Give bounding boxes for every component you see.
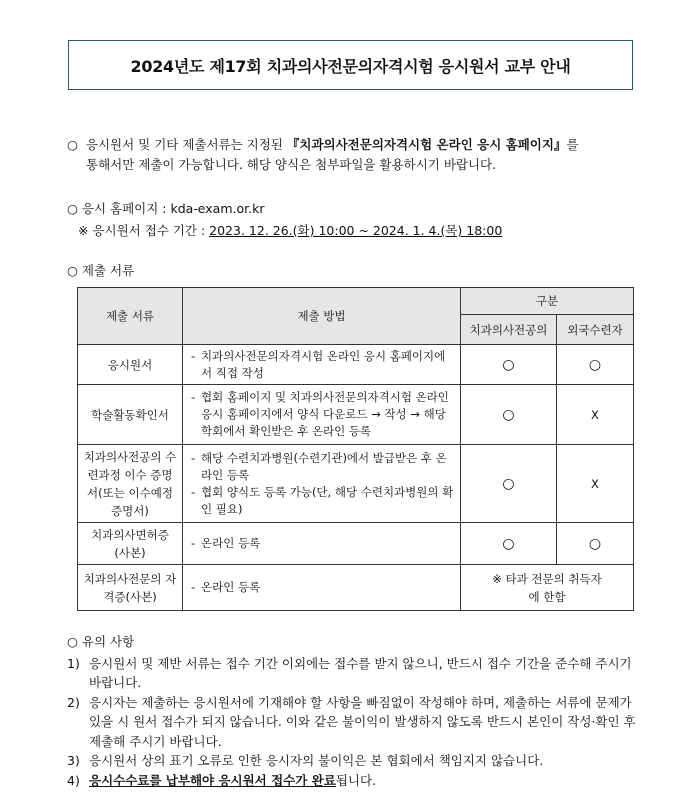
method-cell: - 온라인 등록 [183, 523, 461, 565]
intro-line1-a: 응시원서 및 기타 제출서류는 지정된 [85, 137, 287, 152]
method-cell: - 해당 수련치과병원(수련기관)에서 발급받은 후 온라인 등록 - 협회 양식도 등록 가능(단, 해당 수련치과병원의 확인 필요) [183, 445, 461, 523]
table-row [78, 523, 634, 565]
note-item: 2) 응시자는 제출하는 응시원서에 기재해야 할 사항을 빠짐없이 작성해야 하며, 제출하는 서류에 문제가 있을 시 원서 접수가 되지 않습니다. 이와 같은 불이익이 발생하지 않도록 반드시 본인이 작성·확인 후 제출해 주시기 바랍니다. [67, 694, 636, 749]
status-col1: ○ [461, 385, 557, 445]
header-doc: 제출 서류 [78, 288, 183, 345]
table-row [78, 345, 634, 385]
header-col2: 외국수련자 [557, 315, 634, 345]
header-col1: 치과의사전공의 [461, 315, 557, 345]
doc-cell: 학술활동확인서 [78, 385, 183, 445]
merged-note-cell: ※ 타과 전문의 취득자에 한함 [461, 565, 634, 611]
doc-cell: 치과의사전문의 자격증(사본) [78, 565, 183, 611]
header-method: 제출 방법 [183, 288, 461, 345]
status-col1: ○ [461, 523, 557, 565]
table-row [78, 385, 634, 445]
note-item: 3) 응시원서 상의 표기 오류로 인한 응시자의 불이익은 본 협회에서 책임지지 않습니다. [67, 753, 544, 768]
header-group: 구분 [461, 288, 634, 315]
note-item: 4) 응시수수료를 납부해야 응시원서 접수가 완료됩니다. [67, 772, 377, 788]
intro-line2: 통해서만 제출이 가능합니다. 해당 양식은 첨부파일을 활용하시기 바랍니다. [86, 157, 497, 172]
doc-cell: 응시원서 [78, 345, 183, 385]
page-title: 2024년도 제17회 치과의사전문의자격시험 응시원서 교부 안내 [68, 40, 633, 90]
status-col1: ○ [461, 345, 557, 385]
doc-cell: 치과의사면허증 (사본) [78, 523, 183, 565]
homepage-block [67, 198, 502, 242]
status-col2: X [557, 385, 634, 445]
status-col1: ○ [461, 445, 557, 523]
status-col2: ○ [557, 345, 634, 385]
submission-table [77, 287, 634, 611]
period-value: 2023. 12. 26.(화) 10:00 ~ 2024. 1. 4.(목) 18:00 [209, 223, 503, 238]
table-row [78, 565, 634, 611]
note-item: 1) 응시원서 및 제반 서류는 접수 기간 이외에는 접수를 받지 않으니, 반드시 접수 기간을 준수해 주시기 바랍니다. [67, 655, 632, 690]
method-cell: - 온라인 등록 [183, 565, 461, 611]
intro-paragraph [67, 135, 637, 175]
status-col2: ○ [557, 523, 634, 565]
table-row [78, 445, 634, 523]
status-col2: X [557, 445, 634, 523]
intro-bullet: ○ [67, 137, 78, 152]
section-title-submission: ○ 제출 서류 [67, 263, 135, 278]
period-label: ※ 응시원서 접수 기간 : [78, 223, 210, 238]
notes-title: ○ 유의 사항 [67, 634, 135, 649]
homepage-label: ○ 응시 홈페이지 : kda-exam.or.kr [67, 201, 265, 216]
doc-cell: 치과의사전공의 수련과정 이수 증명서(또는 이수예정증명서) [78, 445, 183, 523]
method-cell: - 치과의사전문의자격시험 온라인 응시 홈페이지에서 직접 작성 [183, 345, 461, 385]
intro-line1-b: 를 [566, 137, 579, 152]
notes-section [67, 632, 637, 790]
method-cell: - 협회 홈페이지 및 치과의사전문의자격시험 온라인 응시 홈페이지에서 양식 다운로드 → 작성 → 해당 학회에서 확인받은 후 온라인 등록 [183, 385, 461, 445]
intro-line1-bold: 『치과의사전문의자격시험 온라인 응시 홈페이지』 [286, 137, 567, 152]
